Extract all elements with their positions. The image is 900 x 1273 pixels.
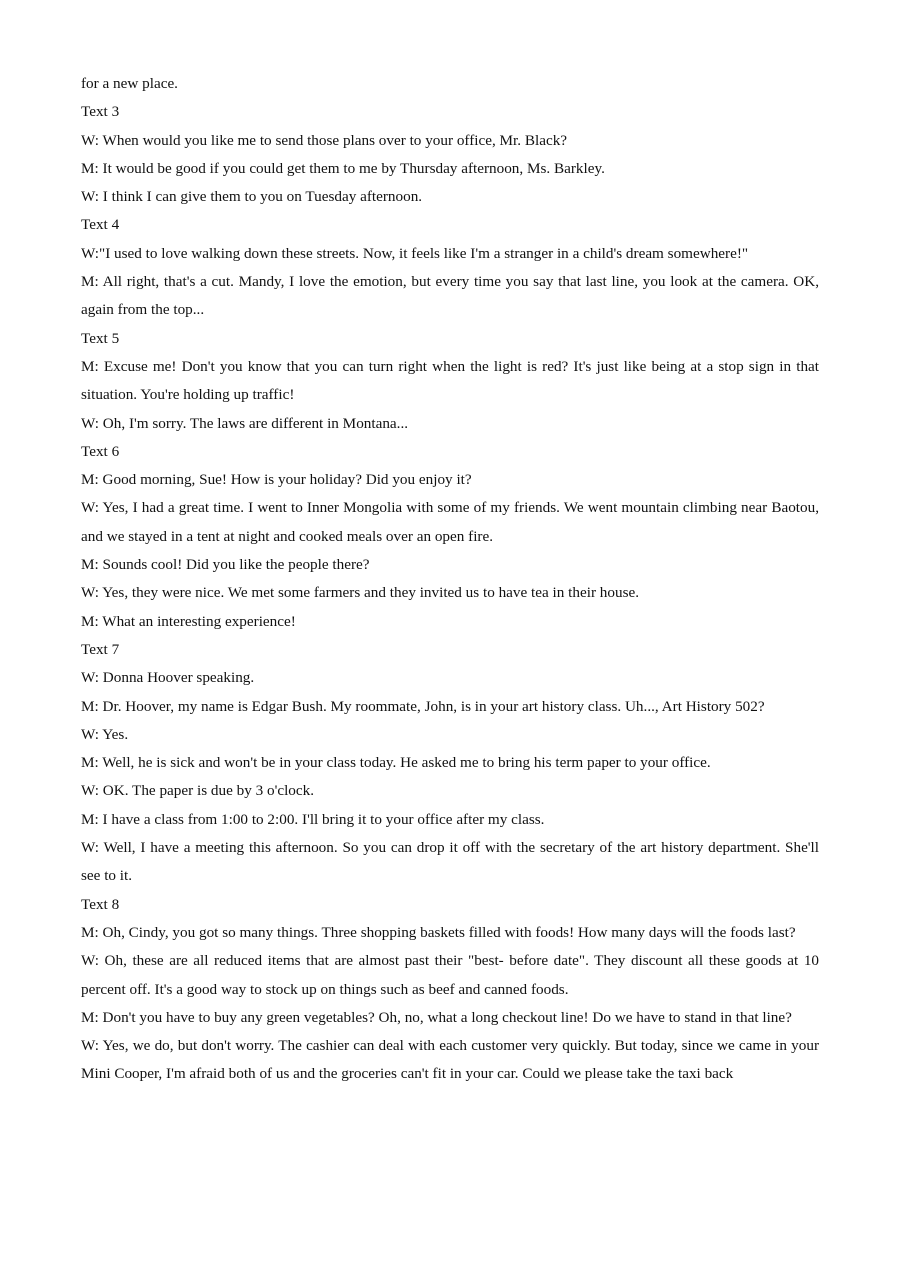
transcript-line: M: Dr. Hoover, my name is Edgar Bush. My roommate, John, is in your art history class. Uh..., Art History 502? [81,697,765,715]
transcript-line: W: Oh, I'm sorry. The laws are different in Montana... [81,414,409,432]
transcript-line: M: Good morning, Sue! How is your holiday? Did you enjoy it? [81,471,472,489]
transcript-line: M: All right, that's a cut. Mandy, I love the emotion, but every time you say that last line, you look at the camera. OK, again from the top... [81,273,819,319]
transcript-line: W: Oh, these are all reduced items that are almost past their "best- before date". They discount all these goods at 10 percent off. It's a good way to stock up on things such as beef and canned foods. [81,952,819,998]
transcript-line: M: What an interesting experience! [81,612,296,630]
section-heading-text-8: Text 8 [81,895,120,913]
transcript-line: M: I have a class from 1:00 to 2:00. I'll bring it to your office after my class. [81,810,545,828]
transcript-body [81,70,819,1089]
section-heading-text-6: Text 6 [81,442,120,460]
transcript-line: for a new place. [81,75,178,92]
transcript-line: W: Donna Hoover speaking. [81,669,255,687]
transcript-line: M: It would be good if you could get them to me by Thursday afternoon, Ms. Barkley. [81,159,605,177]
transcript-line: W: OK. The paper is due by 3 o'clock. [81,782,315,800]
section-heading-text-5: Text 5 [81,329,120,347]
section-heading-text-4: Text 4 [81,216,120,234]
section-heading-text-7: Text 7 [81,640,120,658]
transcript-line: W: Yes, they were nice. We met some farmers and they invited us to have tea in their house. [81,584,640,602]
transcript-line: W: Yes, I had a great time. I went to Inner Mongolia with some of my friends. We went mountain climbing near Baotou, and we stayed in a tent at night and cooked meals over an open fire. [81,499,819,545]
transcript-line: W: When would you like me to send those plans over to your office, Mr. Black? [81,131,568,149]
section-heading-text-3: Text 3 [81,103,120,121]
transcript-line: W: Yes. [81,725,129,743]
transcript-line: M: Excuse me! Don't you know that you can turn right when the light is red? It's just like being at a stop sign in that situation. You're holding up traffic! [81,357,819,404]
transcript-line: W: Yes, we do, but don't worry. The cashier can deal with each customer very quickly. But today, since we came in your Mini Cooper, I'm afraid both of us and the groceries can't fit in your car. Could we please take the taxi back [81,1037,819,1083]
transcript-line: W:"I used to love walking down these streets. Now, it feels like I'm a stranger in a child's dream somewhere!" [81,244,749,262]
transcript-line: M: Oh, Cindy, you got so many things. Three shopping baskets filled with foods! How many days will the foods last? [81,923,796,941]
transcript-line: W: I think I can give them to you on Tuesday afternoon. [81,188,423,206]
transcript-line: W: Well, I have a meeting this afternoon. So you can drop it off with the secretary of the art history department. She'll see to it. [81,839,819,885]
transcript-line: M: Well, he is sick and won't be in your class today. He asked me to bring his term paper to your office. [81,754,711,772]
transcript-line: M: Sounds cool! Did you like the people there? [81,556,370,574]
transcript-line: M: Don't you have to buy any green vegetables? Oh, no, what a long checkout line! Do we have to stand in that line? [81,1008,792,1026]
